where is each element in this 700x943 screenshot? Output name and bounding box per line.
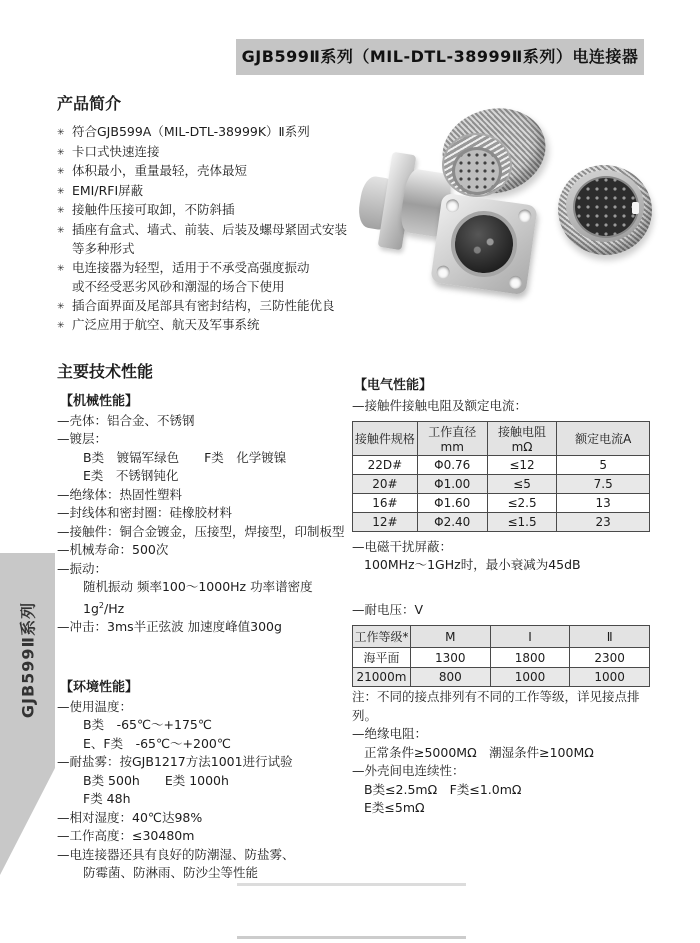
table-row bbox=[353, 493, 650, 512]
mounting-hole bbox=[517, 209, 532, 224]
asterisk-bullet-icon: ✳ bbox=[57, 128, 65, 138]
spec-line: —耐电压：V bbox=[352, 601, 424, 617]
column-header: 额定电流A bbox=[557, 421, 650, 455]
mechanical-spec-lines bbox=[57, 412, 353, 637]
intro-bullet-item bbox=[57, 162, 353, 182]
table-note: 注：不同的接点排列有不同的工作等级，详见接点排列。 bbox=[352, 689, 640, 723]
intro-bullet-text: 广泛应用于航空、航天及军事系统 bbox=[72, 317, 260, 332]
intro-bullet-continuation bbox=[57, 278, 353, 297]
table-cell: 22D# bbox=[353, 455, 418, 474]
table-cell: 12# bbox=[353, 512, 418, 531]
table-cell: ≤2.5 bbox=[487, 493, 557, 512]
table-header-row bbox=[353, 626, 650, 648]
spec-line: —耐盐雾：按GJB1217方法1001进行试验 bbox=[57, 754, 293, 770]
spec-line: E类 不锈钢钝化 bbox=[83, 468, 179, 483]
spec-line: —绝缘电阻： bbox=[352, 726, 428, 741]
spec-line: 100MHz～1GHz时，最小衰减为45dB bbox=[364, 557, 581, 572]
spec-line: —镀层： bbox=[57, 431, 108, 446]
table-cell: 1300 bbox=[410, 648, 490, 668]
spec-line: —封线体和密封圈：硅橡胶材料 bbox=[57, 505, 233, 520]
spec-line: —冲击：3ms半正弦波 加速度峰值300g bbox=[57, 619, 282, 635]
column-header: 工作直径mm bbox=[417, 421, 487, 455]
table-cell: 2300 bbox=[570, 648, 650, 668]
table-cell: ≤5 bbox=[487, 474, 557, 493]
page-title: GJB599Ⅱ系列（MIL-DTL-38999Ⅱ系列）电连接器 bbox=[236, 39, 644, 75]
intro-bullet-item bbox=[57, 221, 353, 241]
series-tab-label: GJB599Ⅱ系列 bbox=[18, 601, 38, 719]
table-row bbox=[353, 474, 650, 493]
intro-bullet-text: 插合面界面及尾部具有密封结构，三防性能优良 bbox=[72, 297, 335, 313]
column-header: 工作等级* bbox=[353, 626, 411, 648]
intro-bullet-item bbox=[57, 123, 353, 143]
contact-resistance-table bbox=[352, 421, 650, 532]
intro-bullet-item bbox=[57, 201, 353, 221]
electrical-section-heading: 【电气性能】 bbox=[354, 378, 433, 393]
table-row bbox=[353, 648, 650, 668]
spec-line: —工作高度：≤30480m bbox=[57, 828, 195, 844]
intro-bullet-item bbox=[57, 182, 353, 202]
table-cell: 1800 bbox=[490, 648, 570, 668]
intro-bullet-text: 符合GJB599A（MIL-DTL-38999K）Ⅱ系列 bbox=[72, 124, 310, 139]
spec-line: —机械寿命：500次 bbox=[57, 542, 169, 557]
spec-line: B类≤2.5mΩ F类≤1.0mΩ bbox=[364, 781, 522, 797]
spec-line: 防霉菌、防淋雨、防沙尘等性能 bbox=[83, 865, 259, 881]
mounting-hole bbox=[436, 265, 451, 280]
table-cell: 800 bbox=[410, 668, 490, 687]
intro-bullet-continuation bbox=[57, 240, 353, 259]
intro-bullet-text: 卡口式快速连接 bbox=[72, 143, 160, 159]
table-cell: 16# bbox=[353, 493, 418, 512]
table-cell: 5 bbox=[557, 455, 650, 474]
spec-line: —外壳间电连续性： bbox=[352, 763, 465, 778]
column-header: 接触电阻mΩ bbox=[487, 421, 557, 455]
specs-heading: 主要技术性能 bbox=[57, 361, 154, 381]
table-cell: 1000 bbox=[490, 668, 570, 687]
table-cell: Φ1.00 bbox=[417, 474, 487, 493]
intro-bullet-item bbox=[57, 316, 353, 336]
square-flange-plate bbox=[430, 193, 538, 295]
asterisk-bullet-icon: ✳ bbox=[57, 301, 65, 312]
vibration-unit: /Hz bbox=[103, 600, 125, 616]
voltage-table bbox=[352, 625, 650, 687]
column-header: 接触件规格 bbox=[353, 421, 418, 455]
superscript-2: 2 bbox=[98, 600, 104, 610]
intro-bullet-text: EMI/RFI屏蔽 bbox=[72, 182, 144, 198]
socket-insert-face bbox=[447, 207, 522, 282]
asterisk-bullet-icon: ✳ bbox=[57, 147, 65, 158]
spec-line: —壳体：铝合金、不锈钢 bbox=[57, 412, 195, 428]
table-cell: 7.5 bbox=[557, 474, 650, 493]
asterisk-bullet-icon: ✳ bbox=[57, 321, 65, 331]
column-header: M bbox=[410, 626, 490, 648]
spec-line: F类 48h bbox=[83, 791, 131, 807]
spec-line: B类 -65℃～+175℃ bbox=[83, 717, 212, 733]
mechanical-section-heading: 【机械性能】 bbox=[60, 393, 139, 409]
intro-bullet-item bbox=[57, 143, 353, 163]
intro-bullet-text: 体积最小，重量最轻，壳体最短 bbox=[72, 163, 248, 178]
environmental-section-heading: 【环境性能】 bbox=[60, 679, 139, 695]
spec-line: —电连接器还具有良好的防潮湿、防盐雾、 bbox=[57, 846, 295, 862]
bottom-divider-bar bbox=[237, 936, 466, 939]
bottom-divider-bar bbox=[237, 883, 466, 886]
intro-bullet-text: 插座有盒式、墙式、前装、后装及螺母紧固式安装 bbox=[72, 221, 348, 237]
asterisk-bullet-icon: ✳ bbox=[57, 206, 65, 216]
intro-bullet-text: 电连接器为轻型，适用于不承受高强度振动 bbox=[72, 259, 310, 275]
intro-heading: 产品简介 bbox=[57, 94, 122, 113]
table-cell: ≤12 bbox=[487, 455, 557, 474]
environmental-spec-lines bbox=[57, 698, 353, 883]
series-side-tab bbox=[0, 553, 55, 768]
mounting-hole bbox=[508, 275, 523, 290]
table-row bbox=[353, 668, 650, 687]
mounting-hole bbox=[445, 198, 460, 213]
table-row bbox=[353, 455, 650, 474]
intro-bullet-text: 等多种形式 bbox=[72, 241, 135, 256]
table-cell: 20# bbox=[353, 474, 418, 493]
spec-line: E、F类 -65℃～+200℃ bbox=[83, 735, 231, 751]
right-column bbox=[352, 377, 652, 818]
table-cell: 海平面 bbox=[353, 648, 411, 668]
column-header: Ⅰ bbox=[490, 626, 570, 648]
table-cell: Φ1.60 bbox=[417, 493, 487, 512]
spec-line: B类 镀镉军绿色 F类 化学镀镍 bbox=[83, 449, 287, 465]
spec-line: —电磁干扰屏蔽： bbox=[352, 538, 453, 554]
spec-line: —接触件接触电阻及额定电流： bbox=[352, 398, 528, 413]
asterisk-bullet-icon: ✳ bbox=[57, 186, 65, 197]
column-header: Ⅱ bbox=[570, 626, 650, 648]
intro-bullet-item bbox=[57, 297, 353, 317]
asterisk-bullet-icon: ✳ bbox=[57, 263, 65, 274]
table-cell: 21000m bbox=[353, 668, 411, 687]
pin-insert-face bbox=[452, 147, 502, 195]
table-cell: ≤1.5 bbox=[487, 512, 557, 531]
spec-line: —接触件：铜合金镀金，压接型，焊接型，印制板型 bbox=[57, 523, 345, 539]
spec-line: —绝缘体：热固性塑料 bbox=[57, 486, 183, 502]
polarizing-key bbox=[632, 202, 639, 214]
contact-insert-face bbox=[573, 176, 639, 238]
product-photo-group bbox=[350, 105, 662, 300]
spec-line: —相对湿度：40℃达98% bbox=[57, 809, 203, 825]
intro-bullet-item bbox=[57, 259, 353, 279]
connector-photo-square-receptacle bbox=[434, 195, 538, 297]
intro-bullet-list bbox=[57, 123, 353, 336]
spec-line: 正常条件≥5000MΩ 潮湿条件≥100MΩ bbox=[364, 744, 594, 760]
table-cell: 1000 bbox=[570, 668, 650, 687]
intro-bullet-text: 或不经受恶劣风砂和潮湿的场合下使用 bbox=[72, 279, 285, 294]
table-cell: Φ0.76 bbox=[417, 455, 487, 474]
connector-photo-plug-top bbox=[442, 109, 548, 201]
table-row bbox=[353, 512, 650, 531]
table-cell: 13 bbox=[557, 493, 650, 512]
table-header-row bbox=[353, 421, 650, 455]
spec-line: E类≤5mΩ bbox=[364, 800, 425, 815]
asterisk-bullet-icon: ✳ bbox=[57, 167, 65, 177]
spec-line: —振动： bbox=[57, 560, 108, 576]
vibration-text: 随机振动 频率100～1000Hz 功率谱密度1g bbox=[83, 579, 313, 616]
connector-photo-round-plug bbox=[558, 165, 656, 261]
left-column bbox=[57, 94, 353, 883]
intro-bullet-text: 接触件压接可取卸，不防斜插 bbox=[72, 202, 235, 217]
spec-line: B类 500h E类 1000h bbox=[83, 772, 229, 788]
spec-line: —使用温度： bbox=[57, 698, 133, 714]
table-cell: Φ2.40 bbox=[417, 512, 487, 531]
table-cell: 23 bbox=[557, 512, 650, 531]
asterisk-bullet-icon: ✳ bbox=[57, 225, 65, 236]
spec-line-vibration bbox=[57, 578, 353, 618]
